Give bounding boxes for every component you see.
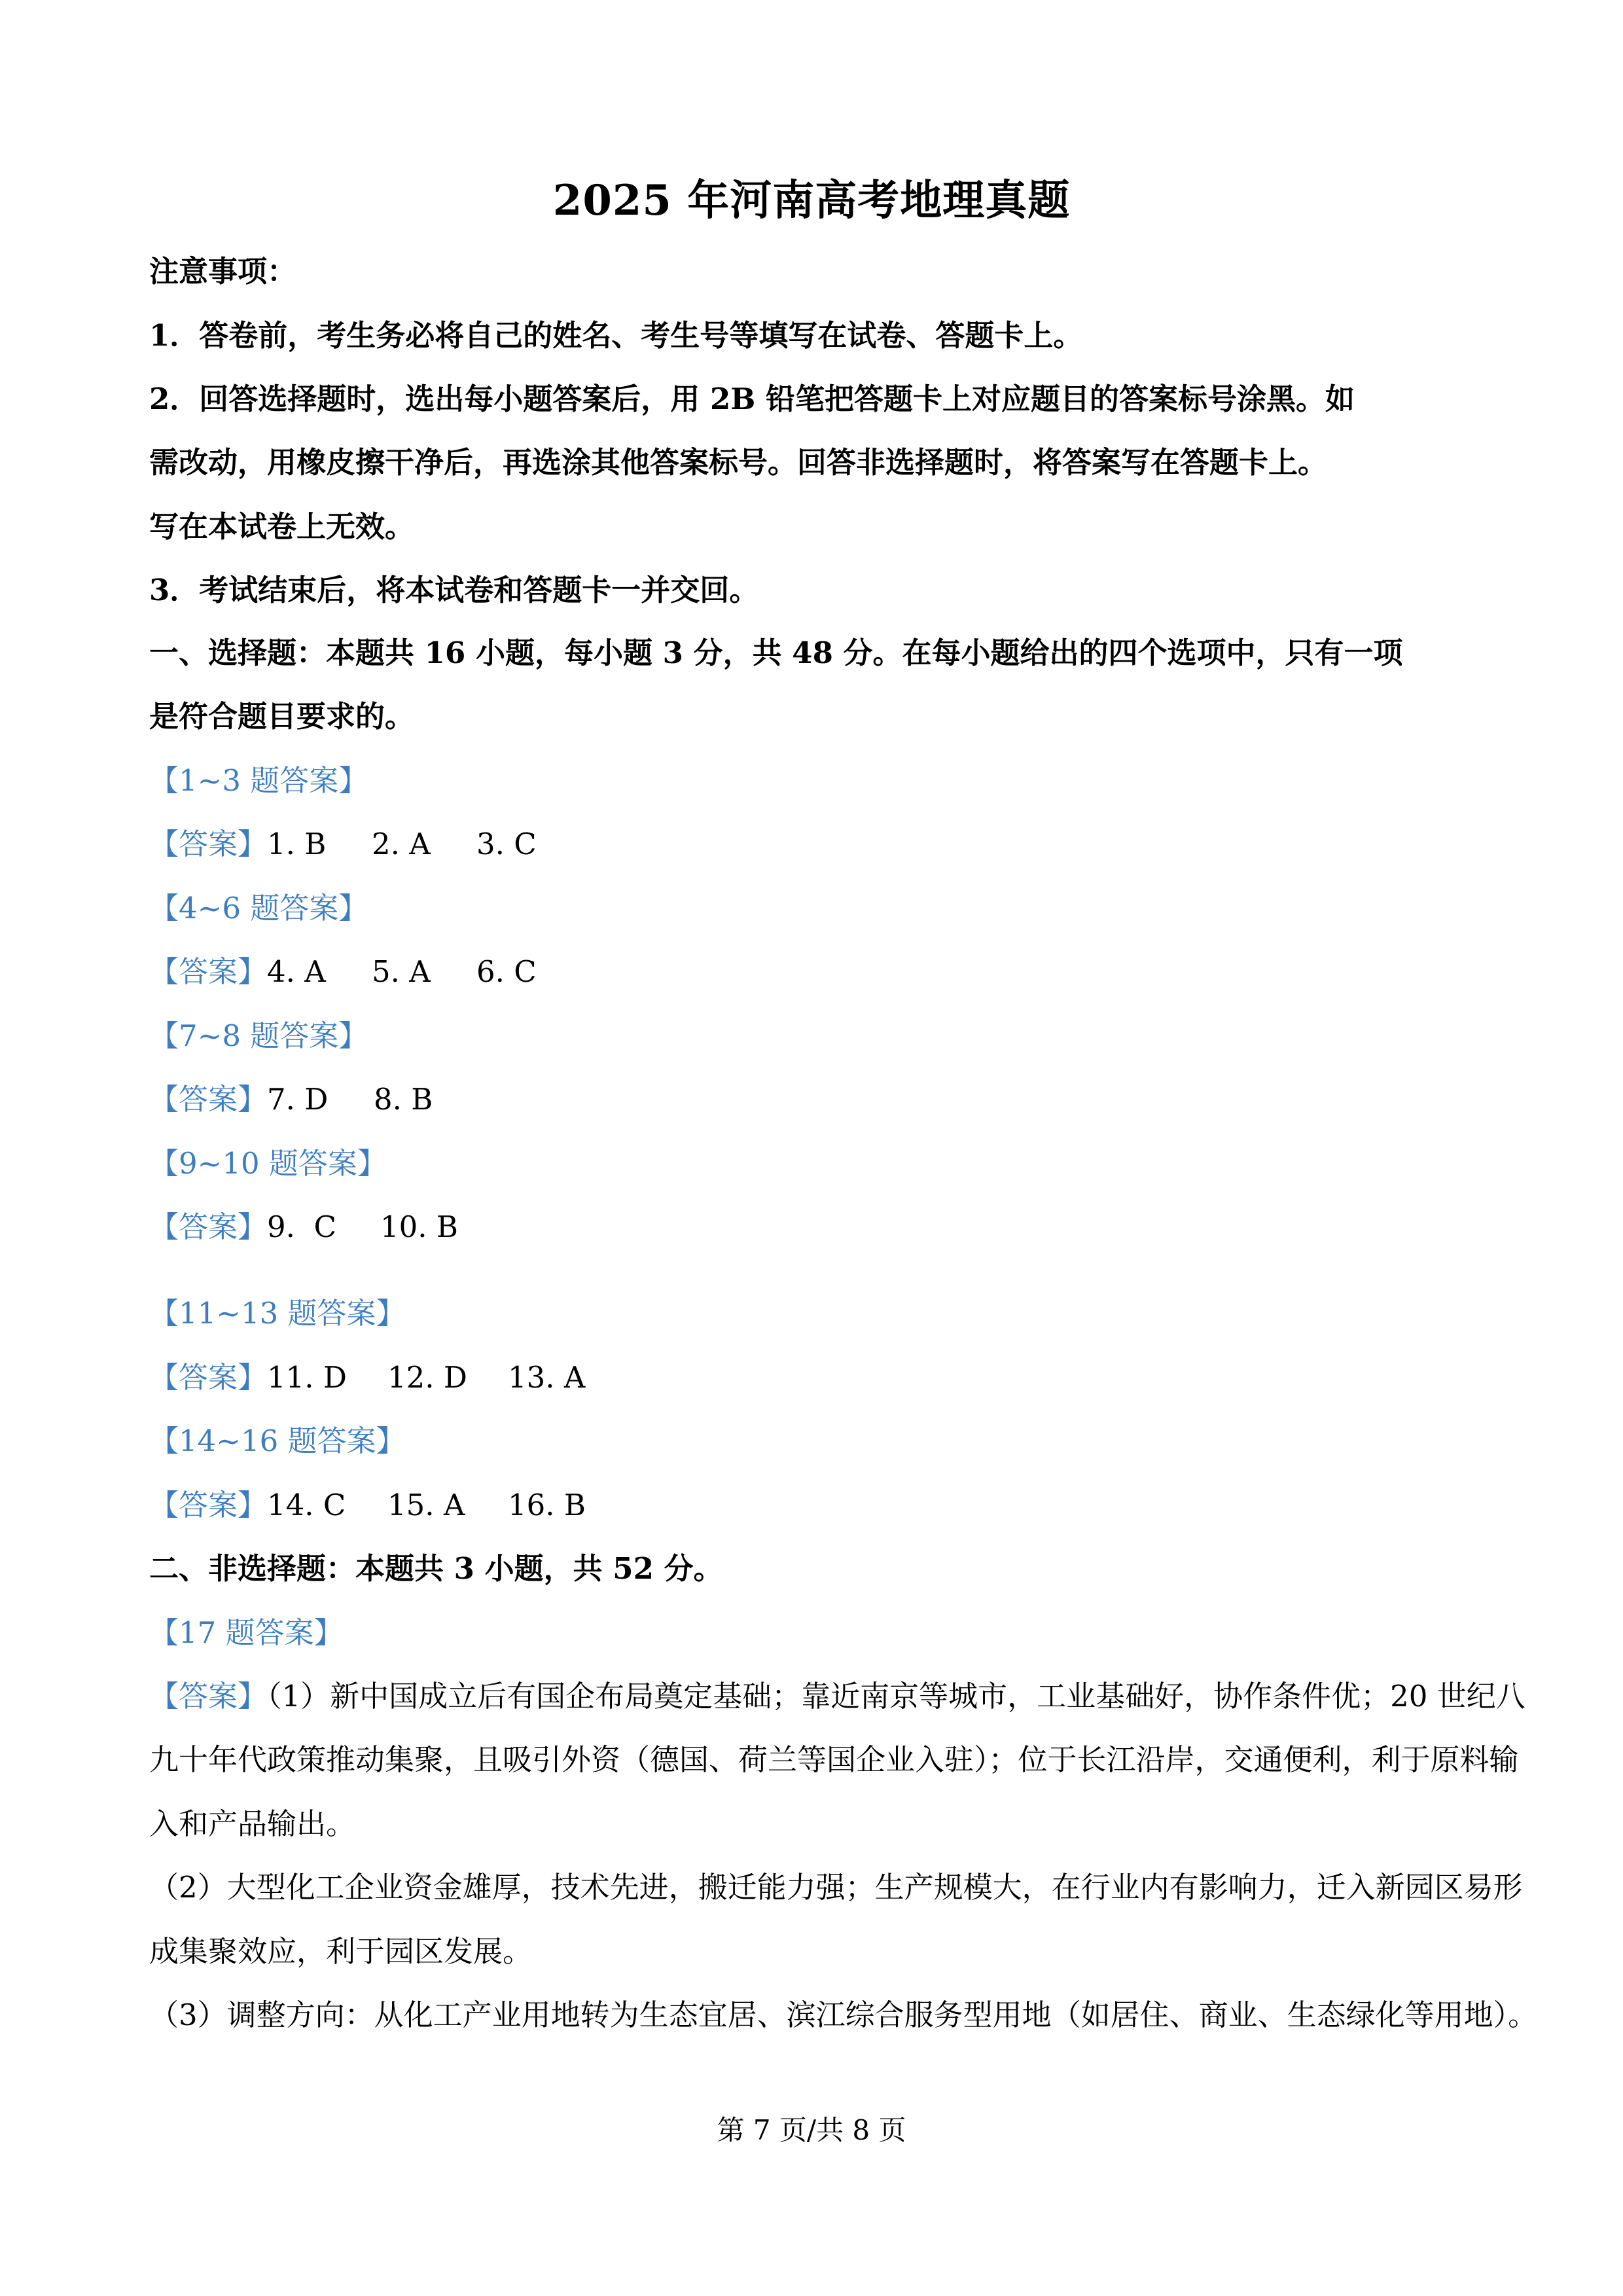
answer-item: 2. A <box>372 827 431 861</box>
answer-row <box>149 1358 1484 1397</box>
answer-label: 【答案】 <box>149 827 268 861</box>
answer-item: 4. A <box>267 954 326 989</box>
q17-answer-3-line-1: （3）调整方向：从化工产业用地转为生态宜居、滨江综合服务型用地（如居住、商业、生态绿化等用地）。 <box>149 1998 1538 2032</box>
answer-label: 【答案】 <box>149 1082 268 1117</box>
answer-label: 【答案】 <box>149 1360 268 1395</box>
answer-item: 13. A <box>508 1360 586 1395</box>
notice-heading: 注意事项： <box>149 254 297 289</box>
notice-item-3: 3．考试结束后，将本试卷和答题卡一并交回。 <box>149 573 759 607</box>
answer-label: 【答案】 <box>149 1488 268 1522</box>
section-1-heading-line-1: 一、选择题：本题共 16 小题，每小题 3 分，共 48 分。在每小题给出的四个选项中，只有一项 <box>149 636 1403 670</box>
answer-row <box>149 825 1484 864</box>
answer-item: 16. B <box>508 1488 586 1522</box>
q17-answer-1-line-3: 入和产品输出。 <box>149 1806 356 1841</box>
answer-label: 【答案】 <box>149 1210 268 1244</box>
page-footer: 第 7 页/共 8 页 <box>717 2114 906 2146</box>
answer-item: 7. D <box>267 1082 329 1117</box>
answer-group-heading: 【1~3 题答案】 <box>149 763 368 798</box>
answer-row <box>149 952 1484 992</box>
q17-answer-1-line-2: 九十年代政策推动集聚，且吸引外资（德国、荷兰等国企业入驻）；位于长江沿岸，交通便利，利于原料输 <box>149 1742 1519 1777</box>
answer-group-heading: 【7~8 题答案】 <box>149 1018 368 1053</box>
answer-row <box>149 1486 1484 1525</box>
answer-item: 12. D <box>387 1360 467 1395</box>
q17-answer-1-line-1 <box>149 1677 1525 1716</box>
q17-answer-2-line-2: 成集聚效应，利于园区发展。 <box>149 1934 533 1969</box>
notice-item-2-line-2: 需改动，用橡皮擦干净后，再选涂其他答案标号。回答非选择题时，将答案写在答题卡上。 <box>149 445 1328 480</box>
answer-item: 14. C <box>267 1488 346 1522</box>
answer-group-heading: 【14~16 题答案】 <box>149 1424 406 1458</box>
answer-row <box>149 1208 1484 1247</box>
answer-label: 【答案】 <box>149 1679 268 1713</box>
q17-answer-1-text: （1）新中国成立后有国企布局奠定基础；靠近南京等城市，工业基础好，协作条件优；20 世纪八 <box>267 1679 1525 1713</box>
answer-group-heading: 【11~13 题答案】 <box>149 1296 406 1331</box>
q17-heading: 【17 题答案】 <box>149 1615 344 1650</box>
answer-item: 15. A <box>387 1488 465 1522</box>
notice-item-2-line-3: 写在本试卷上无效。 <box>149 509 415 544</box>
notice-item-1: 1．答卷前，考生务必将自己的姓名、考生号等填写在试卷、答题卡上。 <box>149 318 1083 353</box>
page-title: 2025 年河南高考地理真题 <box>552 176 1071 225</box>
answer-item: 3. C <box>476 827 537 861</box>
answer-item: 5. A <box>372 954 431 989</box>
answer-label: 【答案】 <box>149 954 268 989</box>
section-1-heading-line-2: 是符合题目要求的。 <box>149 699 415 734</box>
answer-item: 1. B <box>267 827 327 861</box>
section-2-heading: 二、非选择题：本题共 3 小题，共 52 分。 <box>149 1551 723 1586</box>
notice-item-2-line-1: 2．回答选择题时，选出每小题答案后，用 2B 铅笔把答题卡上对应题目的答案标号涂黑。如 <box>149 382 1355 416</box>
answer-group-heading: 【9~10 题答案】 <box>149 1146 387 1181</box>
answer-item: 9. C <box>267 1210 336 1244</box>
answer-item: 10. B <box>380 1210 458 1244</box>
answer-row <box>149 1080 1484 1119</box>
q17-answer-2-line-1: （2）大型化工企业资金雄厚，技术先进，搬迁能力强；生产规模大，在行业内有影响力，迁入新园区易形 <box>149 1870 1523 1905</box>
answer-item: 11. D <box>267 1360 347 1395</box>
answer-item: 8. B <box>374 1082 433 1117</box>
answer-item: 6. C <box>476 954 537 989</box>
answer-group-heading: 【4~6 题答案】 <box>149 891 368 925</box>
